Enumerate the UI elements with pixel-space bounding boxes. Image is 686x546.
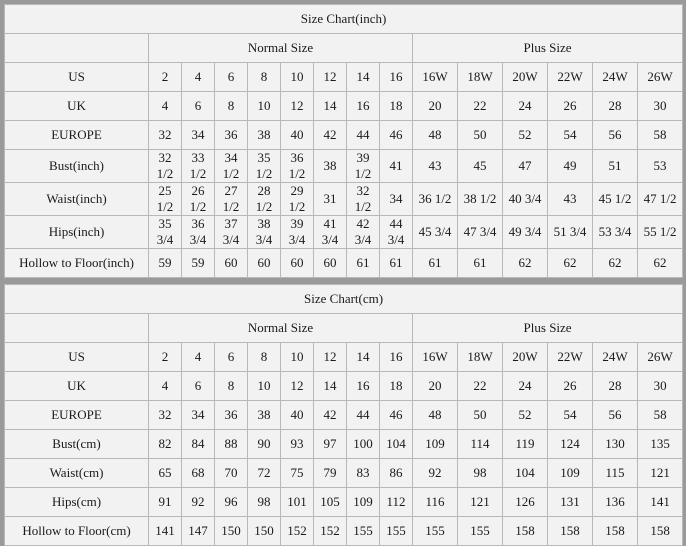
cell: 26W xyxy=(638,343,683,372)
cell: 72 xyxy=(248,459,281,488)
cell: 92 xyxy=(413,459,458,488)
cell: 12 xyxy=(281,372,314,401)
cell: 109 xyxy=(548,459,593,488)
table-row xyxy=(5,249,683,278)
cell: 96 xyxy=(215,488,248,517)
table-row xyxy=(5,121,683,150)
cell: 6 xyxy=(182,92,215,121)
cell: 31 xyxy=(314,183,347,216)
cell: 32 1/2 xyxy=(347,183,380,216)
cell: 12 xyxy=(314,63,347,92)
cell: 75 xyxy=(281,459,314,488)
table-row-groups xyxy=(5,314,683,343)
cell: 18 xyxy=(380,372,413,401)
cell: 47 3/4 xyxy=(458,216,503,249)
cell: 62 xyxy=(638,249,683,278)
cell: 54 xyxy=(548,401,593,430)
cell: 46 xyxy=(380,121,413,150)
cell: 53 xyxy=(638,150,683,183)
cell: 34 xyxy=(380,183,413,216)
cell: 8 xyxy=(215,372,248,401)
cell: 70 xyxy=(215,459,248,488)
cell: 60 xyxy=(281,249,314,278)
cell: 60 xyxy=(248,249,281,278)
table-row xyxy=(5,488,683,517)
cell: 41 xyxy=(380,150,413,183)
cell: 28 1/2 xyxy=(248,183,281,216)
cell: 42 3/4 xyxy=(347,216,380,249)
cell: 155 xyxy=(347,517,380,546)
cell: 33 1/2 xyxy=(182,150,215,183)
cell: 61 xyxy=(413,249,458,278)
cell: 4 xyxy=(182,343,215,372)
row-label: US xyxy=(5,343,149,372)
group-header-plus: Plus Size xyxy=(413,34,683,63)
table-row xyxy=(5,92,683,121)
cell: 32 xyxy=(149,121,182,150)
cell: 4 xyxy=(149,372,182,401)
cell: 150 xyxy=(248,517,281,546)
cell: 14 xyxy=(314,92,347,121)
chart-title: Size Chart(cm) xyxy=(5,285,683,314)
cell: 38 xyxy=(248,401,281,430)
cell: 59 xyxy=(149,249,182,278)
cell: 62 xyxy=(548,249,593,278)
cell: 40 xyxy=(281,121,314,150)
cell: 12 xyxy=(314,343,347,372)
cell: 34 xyxy=(182,401,215,430)
cell: 54 xyxy=(548,121,593,150)
cell: 41 3/4 xyxy=(314,216,347,249)
cell: 68 xyxy=(182,459,215,488)
cell: 116 xyxy=(413,488,458,517)
row-label: Hollow to Floor(cm) xyxy=(5,517,149,546)
cell: 84 xyxy=(182,430,215,459)
cell: 10 xyxy=(281,63,314,92)
cell: 43 xyxy=(548,183,593,216)
cell: 158 xyxy=(548,517,593,546)
cell: 109 xyxy=(347,488,380,517)
row-label: Bust(cm) xyxy=(5,430,149,459)
cell: 20W xyxy=(503,63,548,92)
cell: 141 xyxy=(149,517,182,546)
cell: 37 3/4 xyxy=(215,216,248,249)
cell: 10 xyxy=(248,92,281,121)
cell: 93 xyxy=(281,430,314,459)
row-label: UK xyxy=(5,92,149,121)
cell: 24W xyxy=(593,63,638,92)
cell: 16W xyxy=(413,343,458,372)
cell: 155 xyxy=(413,517,458,546)
cell: 20 xyxy=(413,92,458,121)
cell: 104 xyxy=(503,459,548,488)
table-row xyxy=(5,150,683,183)
cell: 36 1/2 xyxy=(281,150,314,183)
cell: 6 xyxy=(215,343,248,372)
cell: 25 1/2 xyxy=(149,183,182,216)
cell: 101 xyxy=(281,488,314,517)
cell: 47 1/2 xyxy=(638,183,683,216)
cell: 44 xyxy=(347,121,380,150)
cell: 10 xyxy=(281,343,314,372)
cell: 49 3/4 xyxy=(503,216,548,249)
table-row-title xyxy=(5,285,683,314)
cell: 98 xyxy=(248,488,281,517)
cell: 18W xyxy=(458,343,503,372)
cell: 14 xyxy=(314,372,347,401)
cell: 42 xyxy=(314,401,347,430)
cell: 30 xyxy=(638,372,683,401)
cell: 112 xyxy=(380,488,413,517)
cell: 16 xyxy=(380,343,413,372)
group-header-normal: Normal Size xyxy=(149,314,413,343)
cell: 136 xyxy=(593,488,638,517)
table-row xyxy=(5,430,683,459)
cell: 10 xyxy=(248,372,281,401)
cell: 152 xyxy=(281,517,314,546)
cell: 26W xyxy=(638,63,683,92)
row-label: EUROPE xyxy=(5,401,149,430)
cell: 34 xyxy=(182,121,215,150)
cell: 14 xyxy=(347,63,380,92)
cell: 158 xyxy=(503,517,548,546)
size-chart-cm-container xyxy=(4,284,682,546)
row-label: Waist(inch) xyxy=(5,183,149,216)
cell: 18W xyxy=(458,63,503,92)
cell: 58 xyxy=(638,401,683,430)
cell: 35 1/2 xyxy=(248,150,281,183)
cell: 45 3/4 xyxy=(413,216,458,249)
cell: 114 xyxy=(458,430,503,459)
corner-cell xyxy=(5,314,149,343)
cell: 55 1/2 xyxy=(638,216,683,249)
cell: 14 xyxy=(347,343,380,372)
cell: 36 xyxy=(215,121,248,150)
cell: 61 xyxy=(458,249,503,278)
cell: 22 xyxy=(458,372,503,401)
cell: 126 xyxy=(503,488,548,517)
cell: 32 xyxy=(149,401,182,430)
cell: 65 xyxy=(149,459,182,488)
cell: 52 xyxy=(503,121,548,150)
cell: 155 xyxy=(380,517,413,546)
cell: 6 xyxy=(215,63,248,92)
cell: 32 1/2 xyxy=(149,150,182,183)
cell: 16 xyxy=(347,92,380,121)
cell: 22W xyxy=(548,63,593,92)
cell: 60 xyxy=(314,249,347,278)
cell: 59 xyxy=(182,249,215,278)
cell: 12 xyxy=(281,92,314,121)
cell: 98 xyxy=(458,459,503,488)
cell: 45 1/2 xyxy=(593,183,638,216)
cell: 26 xyxy=(548,372,593,401)
size-chart-cm-table xyxy=(4,284,683,546)
cell: 42 xyxy=(314,121,347,150)
cell: 56 xyxy=(593,401,638,430)
row-label: UK xyxy=(5,372,149,401)
cell: 4 xyxy=(149,92,182,121)
cell: 91 xyxy=(149,488,182,517)
cell: 48 xyxy=(413,121,458,150)
cell: 18 xyxy=(380,92,413,121)
cell: 45 xyxy=(458,150,503,183)
cell: 26 xyxy=(548,92,593,121)
cell: 22 xyxy=(458,92,503,121)
cell: 124 xyxy=(548,430,593,459)
cell: 16 xyxy=(347,372,380,401)
table-row xyxy=(5,63,683,92)
row-label: Hips(inch) xyxy=(5,216,149,249)
cell: 50 xyxy=(458,121,503,150)
cell: 51 xyxy=(593,150,638,183)
table-row xyxy=(5,517,683,546)
cell: 119 xyxy=(503,430,548,459)
cell: 44 3/4 xyxy=(380,216,413,249)
cell: 62 xyxy=(503,249,548,278)
row-label: Hips(cm) xyxy=(5,488,149,517)
cell: 158 xyxy=(593,517,638,546)
cell: 121 xyxy=(638,459,683,488)
table-row-title xyxy=(5,5,683,34)
size-chart-inch-container xyxy=(4,4,682,278)
cell: 51 3/4 xyxy=(548,216,593,249)
cell: 82 xyxy=(149,430,182,459)
cell: 44 xyxy=(347,401,380,430)
group-header-normal: Normal Size xyxy=(149,34,413,63)
row-label: Hollow to Floor(inch) xyxy=(5,249,149,278)
cell: 26 1/2 xyxy=(182,183,215,216)
cell: 39 1/2 xyxy=(347,150,380,183)
cell: 155 xyxy=(458,517,503,546)
table-row-groups xyxy=(5,34,683,63)
cell: 104 xyxy=(380,430,413,459)
cell: 158 xyxy=(638,517,683,546)
cell: 83 xyxy=(347,459,380,488)
cell: 147 xyxy=(182,517,215,546)
cell: 24W xyxy=(593,343,638,372)
cell: 48 xyxy=(413,401,458,430)
cell: 79 xyxy=(314,459,347,488)
table-row xyxy=(5,401,683,430)
cell: 24 xyxy=(503,92,548,121)
cell: 28 xyxy=(593,92,638,121)
cell: 38 xyxy=(248,121,281,150)
table-row xyxy=(5,372,683,401)
cell: 6 xyxy=(182,372,215,401)
cell: 49 xyxy=(548,150,593,183)
cell: 61 xyxy=(380,249,413,278)
cell: 8 xyxy=(248,63,281,92)
cell: 39 3/4 xyxy=(281,216,314,249)
cell: 52 xyxy=(503,401,548,430)
size-chart-inch-table xyxy=(4,4,683,278)
cell: 100 xyxy=(347,430,380,459)
cell: 16 xyxy=(380,63,413,92)
cell: 58 xyxy=(638,121,683,150)
cell: 38 1/2 xyxy=(458,183,503,216)
cell: 27 1/2 xyxy=(215,183,248,216)
cell: 130 xyxy=(593,430,638,459)
row-label: US xyxy=(5,63,149,92)
cell: 16W xyxy=(413,63,458,92)
cell: 62 xyxy=(593,249,638,278)
table-row xyxy=(5,216,683,249)
cell: 4 xyxy=(182,63,215,92)
cell: 109 xyxy=(413,430,458,459)
cell: 47 xyxy=(503,150,548,183)
cell: 38 xyxy=(314,150,347,183)
cell: 30 xyxy=(638,92,683,121)
cell: 46 xyxy=(380,401,413,430)
cell: 115 xyxy=(593,459,638,488)
cell: 36 xyxy=(215,401,248,430)
cell: 28 xyxy=(593,372,638,401)
cell: 152 xyxy=(314,517,347,546)
cell: 135 xyxy=(638,430,683,459)
cell: 20 xyxy=(413,372,458,401)
group-header-plus: Plus Size xyxy=(413,314,683,343)
cell: 61 xyxy=(347,249,380,278)
cell: 35 3/4 xyxy=(149,216,182,249)
cell: 8 xyxy=(215,92,248,121)
cell: 86 xyxy=(380,459,413,488)
cell: 97 xyxy=(314,430,347,459)
cell: 90 xyxy=(248,430,281,459)
cell: 92 xyxy=(182,488,215,517)
table-row xyxy=(5,343,683,372)
row-label: EUROPE xyxy=(5,121,149,150)
cell: 40 xyxy=(281,401,314,430)
cell: 24 xyxy=(503,372,548,401)
chart-title: Size Chart(inch) xyxy=(5,5,683,34)
cell: 150 xyxy=(215,517,248,546)
cell: 29 1/2 xyxy=(281,183,314,216)
cell: 50 xyxy=(458,401,503,430)
row-label: Bust(inch) xyxy=(5,150,149,183)
cell: 22W xyxy=(548,343,593,372)
cell: 131 xyxy=(548,488,593,517)
cell: 8 xyxy=(248,343,281,372)
cell: 2 xyxy=(149,63,182,92)
cell: 43 xyxy=(413,150,458,183)
cell: 40 3/4 xyxy=(503,183,548,216)
table-row xyxy=(5,183,683,216)
cell: 36 3/4 xyxy=(182,216,215,249)
cell: 36 1/2 xyxy=(413,183,458,216)
cell: 38 3/4 xyxy=(248,216,281,249)
cell: 88 xyxy=(215,430,248,459)
cell: 56 xyxy=(593,121,638,150)
cell: 2 xyxy=(149,343,182,372)
cell: 20W xyxy=(503,343,548,372)
table-row xyxy=(5,459,683,488)
cell: 141 xyxy=(638,488,683,517)
cell: 121 xyxy=(458,488,503,517)
corner-cell xyxy=(5,34,149,63)
cell: 105 xyxy=(314,488,347,517)
cell: 34 1/2 xyxy=(215,150,248,183)
cell: 60 xyxy=(215,249,248,278)
row-label: Waist(cm) xyxy=(5,459,149,488)
cell: 53 3/4 xyxy=(593,216,638,249)
